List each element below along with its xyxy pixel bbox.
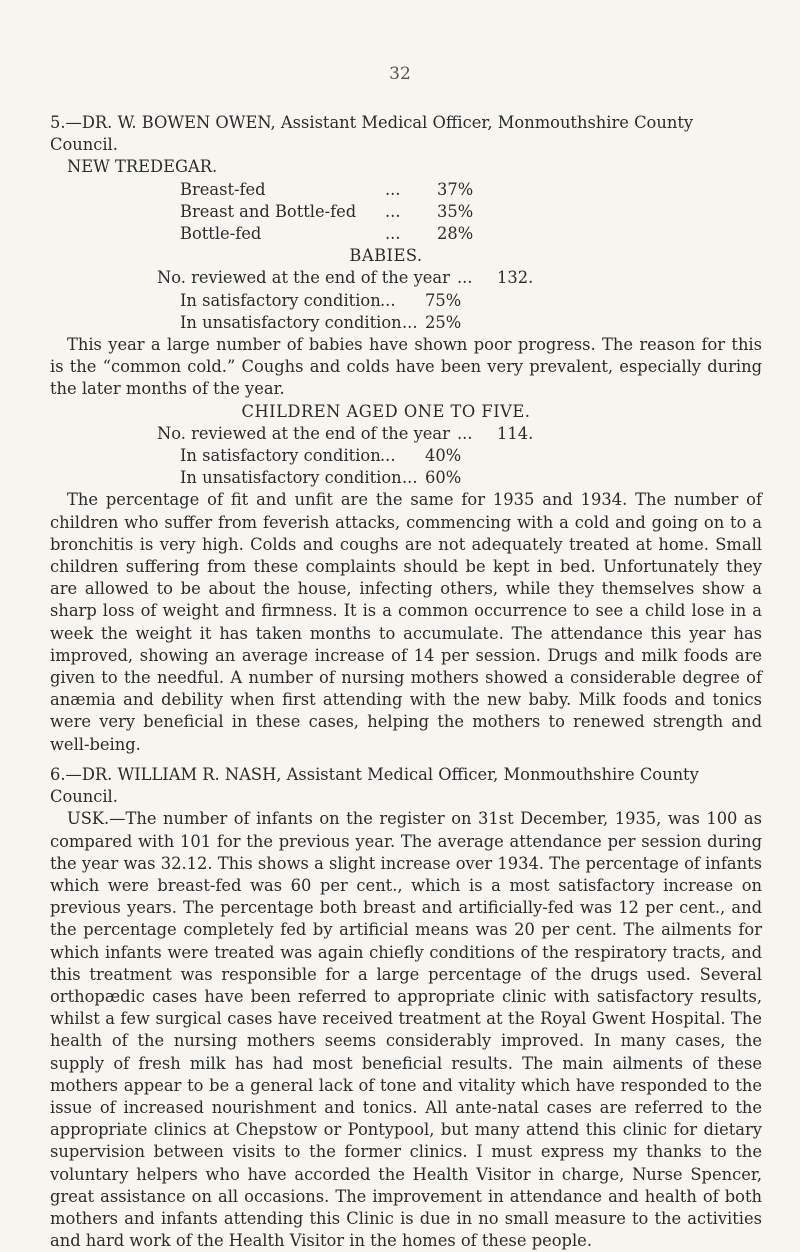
babies-paragraph: This year a large number of babies have shown poor progress. The reason for this is the “common cold.” Coughs and colds have been very prevalent, especially during the later months of the year. (50, 335, 762, 399)
feeding-value: 28% (437, 224, 474, 244)
leader-dots: ... (385, 224, 401, 244)
leader-dots: ... (457, 423, 473, 443)
feeding-row (180, 179, 762, 201)
children-label: In unsatisfactory condition (180, 468, 402, 488)
leader-dots: ... (385, 179, 401, 199)
babies-table (50, 267, 762, 334)
babies-row (180, 312, 762, 334)
feeding-table (50, 179, 762, 246)
children-label: In satisfactory condition (180, 446, 381, 466)
page-number: 32 (389, 64, 411, 84)
leader-dots: ... (402, 312, 418, 332)
children-heading: CHILDREN AGED ONE TO FIVE. (241, 401, 531, 421)
document-body (50, 112, 762, 1252)
leader-dots: ... (385, 201, 401, 221)
feeding-row (180, 201, 762, 223)
babies-heading: BABIES. (349, 246, 423, 266)
babies-value: 25% (425, 312, 462, 332)
feeding-value: 37% (437, 179, 474, 199)
feeding-label: Breast and Bottle-fed (180, 201, 357, 221)
babies-label: No. reviewed at the end of the year (157, 268, 450, 288)
babies-row (180, 290, 762, 312)
children-value: 40% (425, 446, 462, 466)
children-value: 60% (425, 468, 462, 488)
babies-label: In satisfactory condition (180, 290, 381, 310)
leader-dots: ... (380, 446, 396, 466)
section6-paragraph (50, 808, 762, 1252)
feeding-value: 35% (437, 201, 474, 221)
children-table (50, 423, 762, 490)
section6-place: USK. (67, 809, 110, 829)
children-value: 114. (497, 423, 534, 443)
section6-heading: 6.—DR. WILLIAM R. NASH, Assistant Medical Officer, Monmouthshire County Council. (50, 764, 699, 807)
babies-row (157, 267, 762, 289)
children-paragraph: The percentage of fit and unfit are the same for 1935 and 1934. The number of children who suffer from feverish attacks, commencing with a cold and going on to a bronchitis is very high. Colds and coughs are not adequately treated at home. Small children suffering from these complaints should be kept in bed. Unfortunately they are allowed to be about the house, infecting others, while they themselves show a sharp loss of weight and firmness. It is a common occurrence to see a child lose in a week the weight it has taken months to accumulate. The attendance this year has improved, showing an average increase of 14 per session. Drugs and milk foods are given to the needful. A number of nursing mothers showed a considerable degree of anæmia and debility when first attending with the new baby. Milk foods and tonics were very beneficial in these cases, helping the mothers to renewed strength and well-being. (50, 490, 762, 754)
leader-dots: ... (402, 468, 418, 488)
children-row (180, 467, 762, 489)
children-row (180, 445, 762, 467)
section5-place: NEW TREDEGAR. (67, 157, 218, 177)
feeding-label: Bottle-fed (180, 224, 262, 244)
babies-label: In unsatisfactory condition (180, 312, 402, 332)
babies-value: 132. (497, 268, 534, 288)
babies-value: 75% (425, 290, 462, 310)
leader-dots: ... (380, 290, 396, 310)
section5-heading: 5.—DR. W. BOWEN OWEN, Assistant Medical Officer, Monmouthshire County Council. (50, 113, 694, 155)
leader-dots: ... (457, 268, 473, 288)
feeding-row (180, 223, 762, 245)
section6-body: —The number of infants on the register on 31st December, 1935, was 100 as compared with 101 for the previous year. The average attendance per session during the year was 32.12. This shows a slight increase over 1934. The percentage of infants which were breast-fed was 60 per cent., which is a most satisfactory increase on previous years. The percentage both breast and artificially-fed was 12 per cent., and the percentage completely fed by artificial means was 20 per cent. The ailments for which infants were treated was again chiefly conditions of the respiratory tracts, and this treatment was responsible for a large percentage of the drugs used. Several orthopædic cases have been referred to appropriate clinic with satisfactory results, whilst a few surgical cases have received treatment at the Royal Gwent Hospital. The health of the nursing mothers seems considerably improved. In many cases, the supply of fresh milk has had most beneficial results. The main ailments of these mothers appear to be a general lack of tone and vitality which have responded to the issue of increased nourishment and tonics. All ante-natal cases are referred to the appropriate clinics at Chepstow or Pontypool, but many attend this clinic for dietary supervision between visits to the former clinics. I must express my thanks to the voluntary helpers who have accorded the Health Visitor in charge, Nurse Spencer, great assistance on all occasions. The improvement in attendance and health of both mothers and infants attending this Clinic is due in no small measure to the activities and hard work of the Health Visitor in the homes of these people. (50, 809, 762, 1251)
feeding-label: Breast-fed (180, 179, 266, 199)
children-label: No. reviewed at the end of the year (157, 423, 450, 443)
children-row (157, 423, 762, 445)
